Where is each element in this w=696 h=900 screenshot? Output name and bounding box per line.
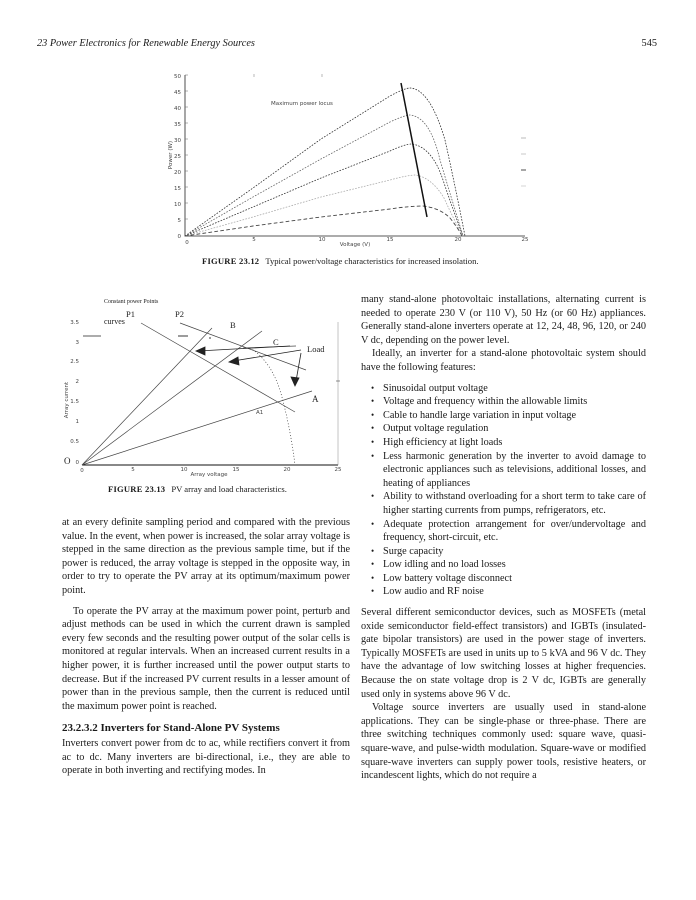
paragraph: Inverters convert power from dc to ac, while rectifiers convert it from ac to dc. Many inverters are bi-directional, i.e., they are able to operate in both inverting and rectifying modes. In [62, 737, 350, 777]
a1-label: A1 [256, 410, 264, 416]
svg-text:Array current: Array current [64, 381, 70, 419]
svg-text:20: 20 [454, 237, 462, 243]
svg-text:15: 15 [232, 467, 240, 473]
svg-text:0.5: 0.5 [70, 439, 79, 445]
caption-label: FIGURE 23.12 [202, 256, 260, 266]
caption-text: PV array and load characteristics. [171, 484, 287, 494]
svg-text:15: 15 [174, 186, 181, 192]
svg-text:10: 10 [318, 237, 326, 243]
chapter-title: 23 Power Electronics for Renewable Energy Sources [37, 38, 255, 49]
svg-text:Power (W): Power (W) [168, 140, 174, 170]
load-label: Load [307, 344, 325, 354]
list-item: • Adequate protection arrangement for over/undervoltage and frequency, short-circuit, etc. [383, 518, 646, 545]
list-item: • High efficiency at light loads [383, 436, 646, 450]
a-label: A [312, 394, 319, 404]
paragraph: Several different semiconductor devices, such as MOSFETs (metal oxide semiconductor field-effect transistors) and IGBTs (insulated-gate bipolar transistors) are used in the power stage of inverters. Typically MOSFETs are used in units up to 5 kVA and 96 V dc. They have the advantage of low switching losses at higher frequencies. Because the on state voltage drop is 2 V dc, IGBTs are generally used only in systems above 96 V dc. [361, 607, 646, 700]
svg-text:Voltage (V): Voltage (V) [339, 242, 371, 248]
svg-text:Array voltage: Array voltage [190, 472, 228, 478]
feature-list [361, 382, 646, 600]
max-power-locus-label: Maximum power locus [271, 101, 333, 107]
svg-text:15: 15 [386, 237, 394, 243]
list-item: • Voltage and frequency within the allowable limits [383, 395, 646, 409]
caption-label: FIGURE 23.13 [108, 484, 166, 494]
left-column [62, 516, 350, 778]
list-item: • Low idling and no load losses [383, 558, 646, 572]
svg-text:5: 5 [252, 237, 256, 243]
list-item: • Cable to handle large variation in input voltage [383, 409, 646, 423]
right-column [361, 293, 646, 783]
p2-label: P2 [175, 309, 184, 319]
svg-text:25: 25 [334, 467, 342, 473]
list-item: • Low audio and RF noise [383, 585, 646, 599]
b-label: B [230, 320, 236, 330]
constant-power-label: Constant power Points [104, 299, 159, 305]
section-heading: 23.2.3.2 Inverters for Stand-Alone PV Systems [62, 722, 280, 735]
svg-text:3.5: 3.5 [70, 320, 79, 326]
svg-text:35: 35 [174, 122, 181, 128]
svg-text:20: 20 [283, 467, 291, 473]
paragraph: at an every definite sampling period and compared with the previous value. In the event, when power is increased, the solar array voltage is stepped in the same direction as the previous sample time, but if the power is reduced, the array voltage is stepped in the opposite way, in order to try to operate the PV array at its optimum/maximum power point. [62, 517, 350, 596]
svg-text:20: 20 [174, 170, 181, 176]
svg-text:0: 0 [177, 234, 181, 240]
paragraph: Ideally, an inverter for a stand-alone photovoltaic system should have the following features: [361, 348, 646, 373]
curves-label: curves [104, 317, 125, 326]
svg-text:50: 50 [174, 74, 181, 80]
svg-text:30: 30 [174, 138, 181, 144]
paragraph: Voltage source inverters are usually used in stand-alone applications. They can be single-phase or three-phase. There are three switching techniques commonly used: square wave, quasi-square-wave, and pulse-width modulation. Square-wave or modified square-wave inverters can supply power tools, resistive heaters, or incandescent lights, which do not require a [361, 702, 646, 782]
svg-text:5: 5 [177, 218, 181, 224]
svg-text:0: 0 [75, 460, 79, 466]
list-item: • Less harmonic generation by the inverter to avoid damage to electronic appliances such as televisions, additional losses, and heating of appliances [383, 450, 646, 491]
list-item: • Output voltage regulation [383, 422, 646, 436]
svg-text:0: 0 [80, 468, 84, 474]
svg-text:1.5: 1.5 [70, 399, 79, 405]
list-item: • Sinusoidal output voltage [383, 382, 646, 396]
svg-text:40: 40 [174, 106, 181, 112]
svg-text:25: 25 [174, 154, 181, 160]
list-item: • Surge capacity [383, 545, 646, 559]
p1-label: P1 [126, 309, 135, 319]
svg-text:5: 5 [131, 467, 135, 473]
svg-text:3: 3 [75, 340, 79, 346]
list-item: • Low battery voltage disconnect [383, 572, 646, 586]
svg-text:2.5: 2.5 [70, 359, 79, 365]
list-item: • Ability to withstand overloading for a short term to take care of higher starting currents from pumps, refrigerators, etc. [383, 490, 646, 517]
svg-text:10: 10 [174, 202, 181, 208]
origin-label: O [64, 456, 71, 466]
svg-text:2: 2 [75, 379, 79, 385]
caption-text: Typical power/voltage characteristics for increased insolation. [265, 256, 479, 266]
figure-23-13-caption [108, 484, 287, 494]
paragraph: To operate the PV array at the maximum power point, perturb and adjust methods can be used in which the current drawn is sampled every few seconds and the resulting power output of the solar cells is monitored at regular intervals. When an increased current results in a higher power, it is further increased until the power output starts to decrease. But if the increased PV current results in a lesser amount of power than in the previous sample, then the current is reduced until the maximum power point is reached. [62, 605, 350, 712]
paragraph: many stand-alone photovoltaic installations, alternating current is needed to operate 230 V (or 110 V), 50 Hz (or 60 Hz) appliances. Generally stand-alone inverters operate at 12, 24, 48, 96, 120, or 240 V dc, depending on the power level. [361, 294, 646, 346]
svg-text:10: 10 [180, 467, 188, 473]
svg-text:1: 1 [75, 419, 79, 425]
c-label: C [273, 337, 279, 347]
svg-text:0: 0 [185, 240, 189, 246]
svg-text:45: 45 [174, 90, 181, 96]
svg-text:25: 25 [521, 237, 529, 243]
page-number: 545 [641, 38, 657, 49]
